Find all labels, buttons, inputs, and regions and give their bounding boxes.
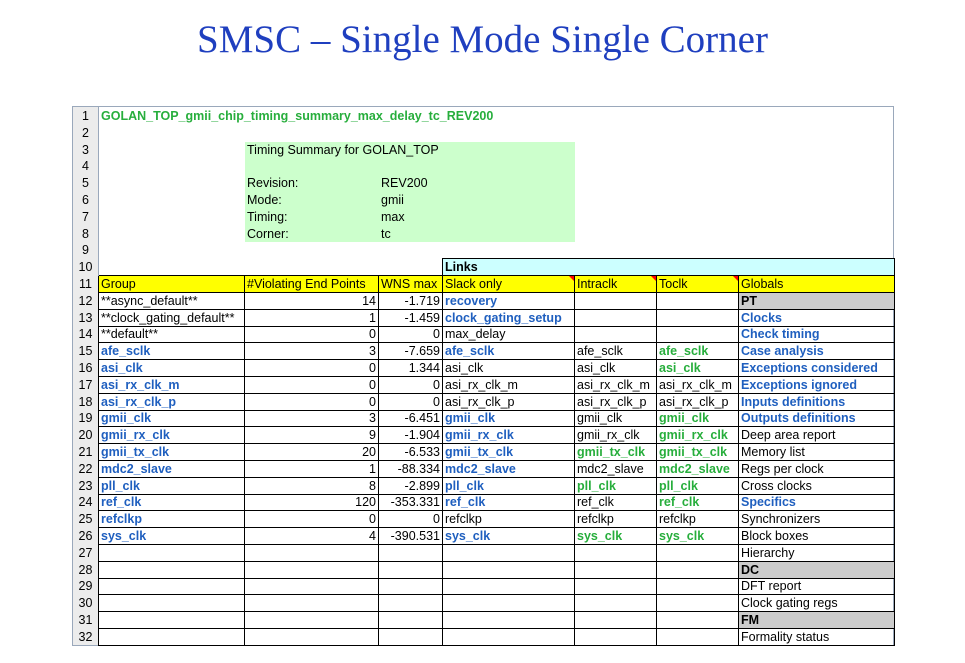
violating-endpoints-header[interactable]: #Violating End Points: [245, 276, 379, 293]
row-number[interactable]: 9: [82, 243, 89, 258]
globals-cell[interactable]: Formality status: [739, 629, 895, 646]
slack-only-cell[interactable]: refclkp: [443, 511, 575, 528]
toclk-cell[interactable]: pll_clk: [657, 478, 739, 495]
toclk-cell[interactable]: gmii_rx_clk: [657, 427, 739, 444]
row-number[interactable]: 32: [78, 629, 93, 644]
globals-cell[interactable]: Block boxes: [739, 528, 895, 545]
summary-label[interactable]: Revision:: [247, 176, 299, 191]
toclk-cell[interactable]: mdc2_slave: [657, 461, 739, 478]
violating-endpoints-cell[interactable]: 14: [245, 293, 379, 310]
table-left-border: [98, 276, 99, 646]
row-number[interactable]: 26: [78, 529, 93, 543]
toclk-cell[interactable]: gmii_tx_clk: [657, 444, 739, 461]
group-cell[interactable]: pll_clk: [99, 478, 245, 495]
globals-cell[interactable]: PT: [739, 293, 895, 310]
toclk-cell[interactable]: sys_clk: [657, 528, 739, 545]
slack-only-cell[interactable]: clock_gating_setup: [443, 310, 575, 327]
toclk-cell[interactable]: afe_sclk: [657, 343, 739, 360]
wns-max-cell[interactable]: -1.459: [379, 310, 443, 327]
group-cell[interactable]: **async_default**: [99, 293, 245, 310]
toclk-cell[interactable]: asi_rx_clk_m: [657, 377, 739, 394]
slack-only-cell[interactable]: [443, 578, 575, 595]
row-number[interactable]: 31: [78, 613, 93, 627]
summary-label[interactable]: Corner:: [247, 226, 289, 241]
row-number[interactable]: 1: [82, 109, 89, 123]
intraclk-cell[interactable]: [575, 562, 657, 579]
group-header[interactable]: Group: [99, 276, 245, 293]
row-number[interactable]: 12: [78, 293, 93, 308]
globals-cell[interactable]: DFT report: [739, 578, 895, 595]
summary-value[interactable]: tc: [381, 226, 391, 241]
toclk-cell[interactable]: refclkp: [657, 511, 739, 528]
wns-max-cell[interactable]: -6.451: [379, 410, 443, 427]
intraclk-cell[interactable]: gmii_clk: [575, 410, 657, 427]
slack-only-cell[interactable]: [443, 562, 575, 579]
group-cell[interactable]: ref_clk: [99, 494, 245, 511]
toclk-cell[interactable]: asi_rx_clk_p: [657, 394, 739, 411]
violating-endpoints-cell[interactable]: 8: [245, 478, 379, 495]
toclk-cell[interactable]: ref_clk: [657, 494, 739, 511]
row-number[interactable]: 29: [78, 579, 93, 594]
row-number[interactable]: 3: [82, 142, 89, 157]
group-cell[interactable]: asi_rx_clk_p: [99, 394, 245, 411]
group-cell[interactable]: sys_clk: [99, 528, 245, 545]
intraclk-cell[interactable]: [575, 629, 657, 646]
wns-max-cell[interactable]: -353.331: [379, 494, 443, 511]
violating-endpoints-cell[interactable]: 0: [245, 326, 379, 343]
globals-cell[interactable]: Exceptions considered: [739, 360, 895, 377]
intraclk-cell[interactable]: gmii_rx_clk: [575, 427, 657, 444]
intraclk-cell[interactable]: ref_clk: [575, 494, 657, 511]
row-number[interactable]: 18: [78, 394, 93, 409]
intraclk-cell[interactable]: [575, 326, 657, 343]
globals-cell[interactable]: Cross clocks: [739, 478, 895, 495]
globals-cell[interactable]: Exceptions ignored: [739, 377, 895, 394]
violating-endpoints-cell[interactable]: 1: [245, 310, 379, 327]
row-number[interactable]: 15: [78, 344, 93, 359]
globals-cell[interactable]: Specifics: [739, 494, 895, 511]
globals-cell[interactable]: Regs per clock: [739, 461, 895, 478]
group-cell[interactable]: asi_clk: [99, 360, 245, 377]
violating-endpoints-cell[interactable]: 9: [245, 427, 379, 444]
table-top-border: [99, 275, 895, 276]
slack-only-cell[interactable]: gmii_rx_clk: [443, 427, 575, 444]
file-title-cell[interactable]: GOLAN_TOP_gmii_chip_timing_summary_max_delay_tc_REV200: [101, 109, 494, 123]
slack-only-cell[interactable]: afe_sclk: [443, 343, 575, 360]
intraclk-cell[interactable]: [575, 612, 657, 629]
slack-only-cell[interactable]: max_delay: [443, 326, 575, 343]
violating-endpoints-cell[interactable]: [245, 629, 379, 646]
spreadsheet[interactable]: [72, 106, 894, 646]
globals-cell[interactable]: Memory list: [739, 444, 895, 461]
wns-max-cell[interactable]: 0: [379, 377, 443, 394]
wns-max-cell[interactable]: -7.659: [379, 343, 443, 360]
group-cell[interactable]: [99, 595, 245, 612]
row-number[interactable]: 2: [82, 125, 89, 140]
row-number[interactable]: 23: [78, 478, 93, 493]
slack-only-cell[interactable]: ref_clk: [443, 494, 575, 511]
toclk-cell[interactable]: [657, 612, 739, 629]
intraclk-cell[interactable]: [575, 545, 657, 562]
intraclk-cell[interactable]: asi_clk: [575, 360, 657, 377]
violating-endpoints-cell[interactable]: 20: [245, 444, 379, 461]
wns-max-cell[interactable]: [379, 612, 443, 629]
toclk-cell[interactable]: gmii_clk: [657, 410, 739, 427]
group-cell[interactable]: [99, 578, 245, 595]
toclk-cell[interactable]: [657, 562, 739, 579]
intraclk-cell[interactable]: [575, 293, 657, 310]
globals-cell[interactable]: Inputs definitions: [739, 394, 895, 411]
globals-cell[interactable]: Outputs definitions: [739, 410, 895, 427]
summary-value[interactable]: max: [381, 209, 405, 224]
summary-heading[interactable]: Timing Summary for GOLAN_TOP: [247, 142, 439, 157]
group-cell[interactable]: asi_rx_clk_m: [99, 377, 245, 394]
row-number[interactable]: 19: [78, 411, 93, 426]
intraclk-header[interactable]: Intraclk: [575, 276, 657, 293]
intraclk-cell[interactable]: gmii_tx_clk: [575, 444, 657, 461]
row-number[interactable]: 11: [79, 277, 92, 291]
links-left-border: [442, 258, 443, 276]
globals-cell[interactable]: Synchronizers: [739, 511, 895, 528]
row-number[interactable]: 21: [78, 445, 93, 459]
intraclk-cell[interactable]: mdc2_slave: [575, 461, 657, 478]
summary-value[interactable]: REV200: [381, 176, 428, 191]
slack-only-cell[interactable]: [443, 629, 575, 646]
slack-only-cell[interactable]: sys_clk: [443, 528, 575, 545]
globals-cell[interactable]: Check timing: [739, 326, 895, 343]
row-number[interactable]: 8: [82, 226, 89, 241]
group-cell[interactable]: refclkp: [99, 511, 245, 528]
row-number[interactable]: 13: [78, 310, 93, 325]
slide-title: SMSC – Single Mode Single Corner: [197, 18, 768, 61]
row-number[interactable]: 28: [78, 562, 93, 577]
wns-max-cell[interactable]: -2.899: [379, 478, 443, 495]
row-number[interactable]: 6: [82, 193, 89, 207]
intraclk-cell[interactable]: asi_rx_clk_p: [575, 394, 657, 411]
violating-endpoints-cell[interactable]: 120: [245, 494, 379, 511]
group-cell[interactable]: mdc2_slave: [99, 461, 245, 478]
row-number[interactable]: 5: [82, 176, 89, 191]
violating-endpoints-cell[interactable]: [245, 612, 379, 629]
wns-max-cell[interactable]: [379, 545, 443, 562]
wns-max-cell[interactable]: 0: [379, 326, 443, 343]
group-cell[interactable]: afe_sclk: [99, 343, 245, 360]
slack-only-cell[interactable]: asi_rx_clk_m: [443, 377, 575, 394]
cell-grid[interactable]: [73, 107, 893, 645]
violating-endpoints-cell[interactable]: 0: [245, 511, 379, 528]
globals-cell[interactable]: Case analysis: [739, 343, 895, 360]
row-number[interactable]: 24: [78, 495, 93, 510]
intraclk-cell[interactable]: sys_clk: [575, 528, 657, 545]
globals-cell[interactable]: FM: [739, 612, 895, 629]
row-number[interactable]: 17: [78, 377, 93, 392]
group-cell[interactable]: gmii_rx_clk: [99, 427, 245, 444]
slack-only-cell[interactable]: mdc2_slave: [443, 461, 575, 478]
slack-only-cell[interactable]: [443, 545, 575, 562]
row-number[interactable]: 25: [78, 512, 93, 527]
wns-max-cell[interactable]: [379, 629, 443, 646]
toclk-header[interactable]: Toclk: [657, 276, 739, 293]
violating-endpoints-cell[interactable]: 3: [245, 343, 379, 360]
violating-endpoints-cell[interactable]: [245, 562, 379, 579]
violating-endpoints-cell[interactable]: [245, 545, 379, 562]
toclk-cell[interactable]: [657, 595, 739, 612]
row-number[interactable]: 10: [78, 260, 93, 275]
row-number[interactable]: 4: [82, 159, 89, 174]
group-cell[interactable]: [99, 562, 245, 579]
intraclk-cell[interactable]: [575, 310, 657, 327]
wns-max-cell[interactable]: 1.344: [379, 360, 443, 377]
slack-only-cell[interactable]: [443, 595, 575, 612]
summary-value[interactable]: gmii: [381, 193, 404, 207]
slack-only-header[interactable]: Slack only: [443, 276, 575, 293]
intraclk-cell[interactable]: [575, 578, 657, 595]
toclk-cell[interactable]: [657, 293, 739, 310]
intraclk-cell[interactable]: [575, 595, 657, 612]
group-cell[interactable]: **clock_gating_default**: [99, 310, 245, 327]
slack-only-cell[interactable]: [443, 612, 575, 629]
violating-endpoints-cell[interactable]: 4: [245, 528, 379, 545]
slack-only-cell[interactable]: asi_rx_clk_p: [443, 394, 575, 411]
summary-label[interactable]: Mode:: [247, 193, 282, 207]
intraclk-cell[interactable]: afe_sclk: [575, 343, 657, 360]
wns-max-header[interactable]: WNS max: [379, 276, 443, 293]
row-number[interactable]: 7: [82, 209, 89, 224]
group-cell[interactable]: gmii_clk: [99, 410, 245, 427]
toclk-cell[interactable]: [657, 326, 739, 343]
wns-max-cell[interactable]: -390.531: [379, 528, 443, 545]
toclk-cell[interactable]: [657, 545, 739, 562]
group-cell[interactable]: gmii_tx_clk: [99, 444, 245, 461]
summary-label[interactable]: Timing:: [247, 209, 288, 224]
wns-max-cell[interactable]: -1.719: [379, 293, 443, 310]
violating-endpoints-cell[interactable]: 1: [245, 461, 379, 478]
intraclk-cell[interactable]: asi_rx_clk_m: [575, 377, 657, 394]
toclk-cell[interactable]: [657, 310, 739, 327]
links-top-border: [442, 258, 895, 259]
slack-only-cell[interactable]: gmii_tx_clk: [443, 444, 575, 461]
group-cell[interactable]: [99, 629, 245, 646]
wns-max-cell[interactable]: -1.904: [379, 427, 443, 444]
wns-max-cell[interactable]: 0: [379, 394, 443, 411]
wns-max-cell[interactable]: [379, 578, 443, 595]
slack-only-cell[interactable]: gmii_clk: [443, 410, 575, 427]
violating-endpoints-cell[interactable]: 0: [245, 394, 379, 411]
toclk-cell[interactable]: [657, 578, 739, 595]
violating-endpoints-cell[interactable]: 3: [245, 410, 379, 427]
row-number[interactable]: 27: [78, 545, 93, 560]
intraclk-cell[interactable]: refclkp: [575, 511, 657, 528]
wns-max-cell[interactable]: -6.533: [379, 444, 443, 461]
globals-cell[interactable]: Clock gating regs: [739, 595, 895, 612]
wns-max-cell[interactable]: 0: [379, 511, 443, 528]
globals-header[interactable]: Globals: [739, 276, 895, 293]
intraclk-cell[interactable]: pll_clk: [575, 478, 657, 495]
violating-endpoints-cell[interactable]: 0: [245, 377, 379, 394]
slack-only-cell[interactable]: pll_clk: [443, 478, 575, 495]
group-cell[interactable]: **default**: [99, 326, 245, 343]
links-header-cell[interactable]: Links: [443, 259, 895, 276]
row-number[interactable]: 20: [78, 428, 93, 443]
group-cell[interactable]: [99, 545, 245, 562]
globals-cell[interactable]: Deep area report: [739, 427, 895, 444]
violating-endpoints-cell[interactable]: [245, 595, 379, 612]
row-number[interactable]: 16: [78, 361, 93, 375]
row-number[interactable]: 14: [78, 327, 93, 342]
globals-cell[interactable]: Hierarchy: [739, 545, 895, 562]
globals-cell[interactable]: DC: [739, 562, 895, 579]
wns-max-cell[interactable]: -88.334: [379, 461, 443, 478]
row-number[interactable]: 22: [78, 461, 93, 476]
globals-cell[interactable]: Clocks: [739, 310, 895, 327]
toclk-cell[interactable]: [657, 629, 739, 646]
slack-only-cell[interactable]: recovery: [443, 293, 575, 310]
group-cell[interactable]: [99, 612, 245, 629]
wns-max-cell[interactable]: [379, 562, 443, 579]
toclk-cell[interactable]: asi_clk: [657, 360, 739, 377]
slack-only-cell[interactable]: asi_clk: [443, 360, 575, 377]
violating-endpoints-cell[interactable]: [245, 578, 379, 595]
row-number[interactable]: 30: [78, 596, 93, 611]
violating-endpoints-cell[interactable]: 0: [245, 360, 379, 377]
wns-max-cell[interactable]: [379, 595, 443, 612]
